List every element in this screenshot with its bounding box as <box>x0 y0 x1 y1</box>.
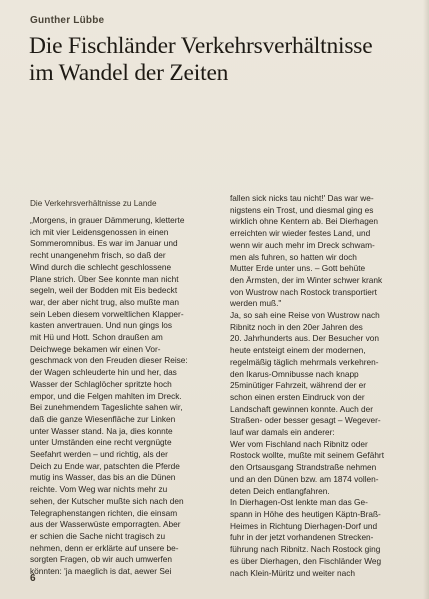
text-line: könnten: 'ja maeglich is dat, aewer Sei <box>30 566 172 577</box>
text-line: Wer vom Fischland nach Ribnitz oder <box>230 438 368 449</box>
text-line: kasten anvertrauen. Und nun gings los <box>30 320 173 331</box>
page-binding-shadow <box>423 0 429 599</box>
text-line: wirklich ohne Kentern ab. Bei Dierhagen <box>230 216 379 227</box>
text-line: Plane strich. Über See konnte man nicht <box>30 273 179 284</box>
text-line: empor, und die Felgen mahlten im Dreck. <box>30 390 182 401</box>
text-line: war, der aber nicht trug, also mußte man <box>30 296 179 307</box>
text-line: Heimes in Richtung Dierhagen-Dorf und <box>230 520 378 531</box>
text-line: unter Wasser stand. Na ja, dies konnte <box>30 425 173 436</box>
text-line: ich mit vier Leidensgenossen in einen <box>30 226 169 237</box>
text-line: Wasser der Schlaglöcher spritzte hoch <box>30 378 172 389</box>
text-line: nigstens ein Trost, und diesmal ging es <box>230 204 374 215</box>
text-line: Telegraphenstangen richten, die einsam <box>30 507 178 518</box>
text-line: geschmack von den Freuden dieser Reise: <box>30 355 188 366</box>
text-line: den Ikarus-Omnibusse nach knapp <box>230 368 359 379</box>
text-line: segeln, weil der Bodden mit Eis bedeckt <box>30 285 178 296</box>
text-line: unter Umständen eine recht vergnügte <box>30 437 172 448</box>
text-line: Straßen- oder besser gesagt – Wegever- <box>230 415 381 426</box>
article-title <box>29 33 409 87</box>
text-line: wenn wir auch mehr im Dreck schwam- <box>230 239 375 250</box>
page-number: 6 <box>30 573 36 584</box>
text-line: erreichten wir wieder festes Land, und <box>230 228 371 239</box>
text-line: lauf war damals ein anderer: <box>230 427 335 438</box>
text-line: heute entsteigt einem der modernen, <box>230 345 366 356</box>
text-line: recht unangenehm frisch, so daß der <box>30 250 166 261</box>
text-line: 25minütiger Fahrzeit, während der er <box>230 380 367 391</box>
text-line: den Ärmsten, der im Winter schwer krank <box>230 274 383 285</box>
text-line: fallen sick nicks tau nicht!' Das war we- <box>230 193 374 203</box>
text-line: sein Leben diesem vorweltlichen Klapper- <box>30 308 184 319</box>
text-line: mit Hü und Hott. Schon draußen am <box>30 332 163 343</box>
text-line: regelmäßig täglich mehrmals verkehren- <box>230 356 379 367</box>
text-line: Deich zu Ende war, patschten die Pferde <box>30 460 180 471</box>
text-line: reichte. Vom Weg war nichts mehr zu <box>30 484 168 495</box>
text-line: deten Deich entlangfahren. <box>230 485 330 496</box>
text-line: Wind durch die schlecht geschlossene <box>30 261 172 272</box>
text-line: führung nach Ribnitz. Nach Rostock ging <box>230 544 381 555</box>
text-line: „Morgens, in grauer Dämmerung, kletterte <box>30 215 185 225</box>
text-line: und an den Dünen bzw. am 1874 vollen- <box>230 473 379 484</box>
text-line: Rostock wollte, mußte mit seinem Gefährt <box>230 450 385 461</box>
text-line: nach Klein-Müritz und weiter nach <box>230 567 355 578</box>
text-line: sorgten Fragen, ob wir auch umwerfen <box>30 554 173 565</box>
text-line: mutig ins Wasser, das bis an die Dünen <box>30 472 176 483</box>
title-line-1: Die Fischländer Verkehrsverhältnisse <box>29 33 373 59</box>
left-text-column <box>30 215 216 578</box>
text-line: fuhr in der jetzt vorhandenen Strecken- <box>230 532 374 543</box>
text-line: werden muß." <box>230 298 282 309</box>
text-line: nehmen, denn er erklärte auf unsere be- <box>30 542 179 553</box>
text-line: In Dierhagen-Ost lenkte man das Ge- <box>230 497 368 508</box>
text-line: Bei zunehmendem Tageslichte sahen wir, <box>30 402 183 413</box>
text-line: daß die ganze Wiesenfläche zur Linken <box>30 413 176 424</box>
text-line: er schien die Sache nicht tragisch zu <box>30 530 166 541</box>
text-line: der Wagen schleuderte hin und her, das <box>30 367 177 378</box>
text-line: Sommeromnibus. Es war im Januar und <box>30 238 178 249</box>
author-name: Gunther Lübbe <box>30 15 105 26</box>
text-line: Mutter Erde unter uns. – Gott behüte <box>230 263 366 274</box>
text-line: es über Dierhagen, den Fischländer Weg <box>230 555 382 566</box>
title-line-2: im Wandel der Zeiten <box>29 60 229 86</box>
text-line: Landschaft gewinnen konnte. Auch der <box>230 403 373 414</box>
section-heading: Die Verkehrsverhältnisse zu Lande <box>30 199 157 208</box>
text-line: von Wustrow nach Rostock transportiert <box>230 286 377 297</box>
text-line: Ja, so sah eine Reise von Wustrow nach <box>230 310 380 321</box>
text-line: spann in Höhe des heutigen Käptn-Braß- <box>230 508 381 519</box>
text-line: 20. Jahrhunderts aus. Der Besucher von <box>230 333 379 344</box>
text-line: Deichwege bekamen wir einen Vor- <box>30 343 161 354</box>
text-line: Seefahrt werden – und richtig, als der <box>30 449 168 460</box>
text-line: sehen, der Kutscher mußte sich nach den <box>30 495 184 506</box>
text-line: Ribnitz noch in den 20er Jahren des <box>230 321 363 332</box>
text-line: men als fuhren, so hatten wir doch <box>230 251 357 262</box>
text-line: schon einen ersten Eindruck von der <box>230 391 365 402</box>
right-text-column <box>230 193 406 579</box>
text-line: den Ortsausgang Strandstraße nehmen <box>230 462 377 473</box>
text-line: aus der Wasserwüste emporragten. Aber <box>30 519 181 530</box>
